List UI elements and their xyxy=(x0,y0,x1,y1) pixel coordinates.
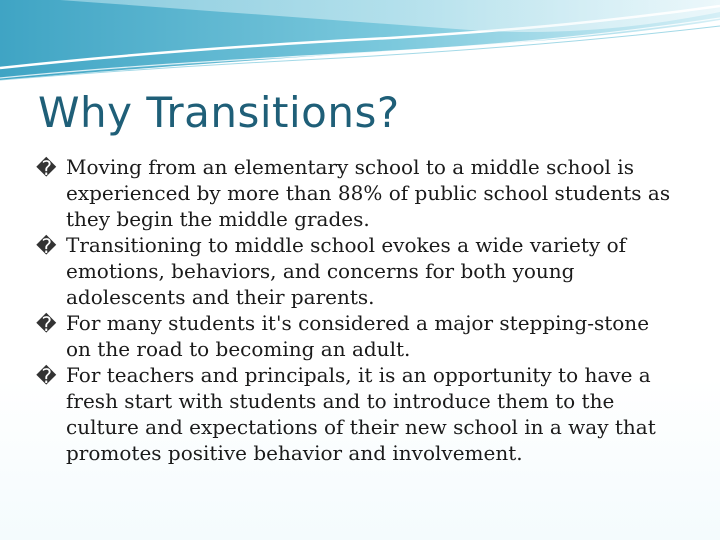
bullet-item xyxy=(36,310,676,362)
bullet-glyph-icon: � xyxy=(36,364,57,388)
header-wave-decoration xyxy=(0,0,720,90)
bullet-glyph-icon: � xyxy=(36,234,57,258)
bullet-text: Moving from an elementary school to a middle school is experienced by more than 88% of public school students as they begin the middle grades. xyxy=(66,155,671,231)
bullet-text: For teachers and principals, it is an opportunity to have a fresh start with students and to introduce them to the culture and expectations of their new school in a way that promotes positive behavior and involvement. xyxy=(66,363,656,465)
bullet-list xyxy=(36,154,676,466)
slide-title: Why Transitions? xyxy=(38,88,400,137)
bullet-glyph-icon: � xyxy=(36,156,57,180)
bullet-item xyxy=(36,154,676,232)
bullet-item xyxy=(36,362,676,466)
bullet-text: Transitioning to middle school evokes a wide variety of emotions, behaviors, and concerns for both young adolescents and their parents. xyxy=(66,233,627,309)
bullet-item xyxy=(36,232,676,310)
bullet-glyph-icon: � xyxy=(36,312,57,336)
bullet-text: For many students it's considered a major stepping-stone on the road to becoming an adult. xyxy=(66,311,650,361)
